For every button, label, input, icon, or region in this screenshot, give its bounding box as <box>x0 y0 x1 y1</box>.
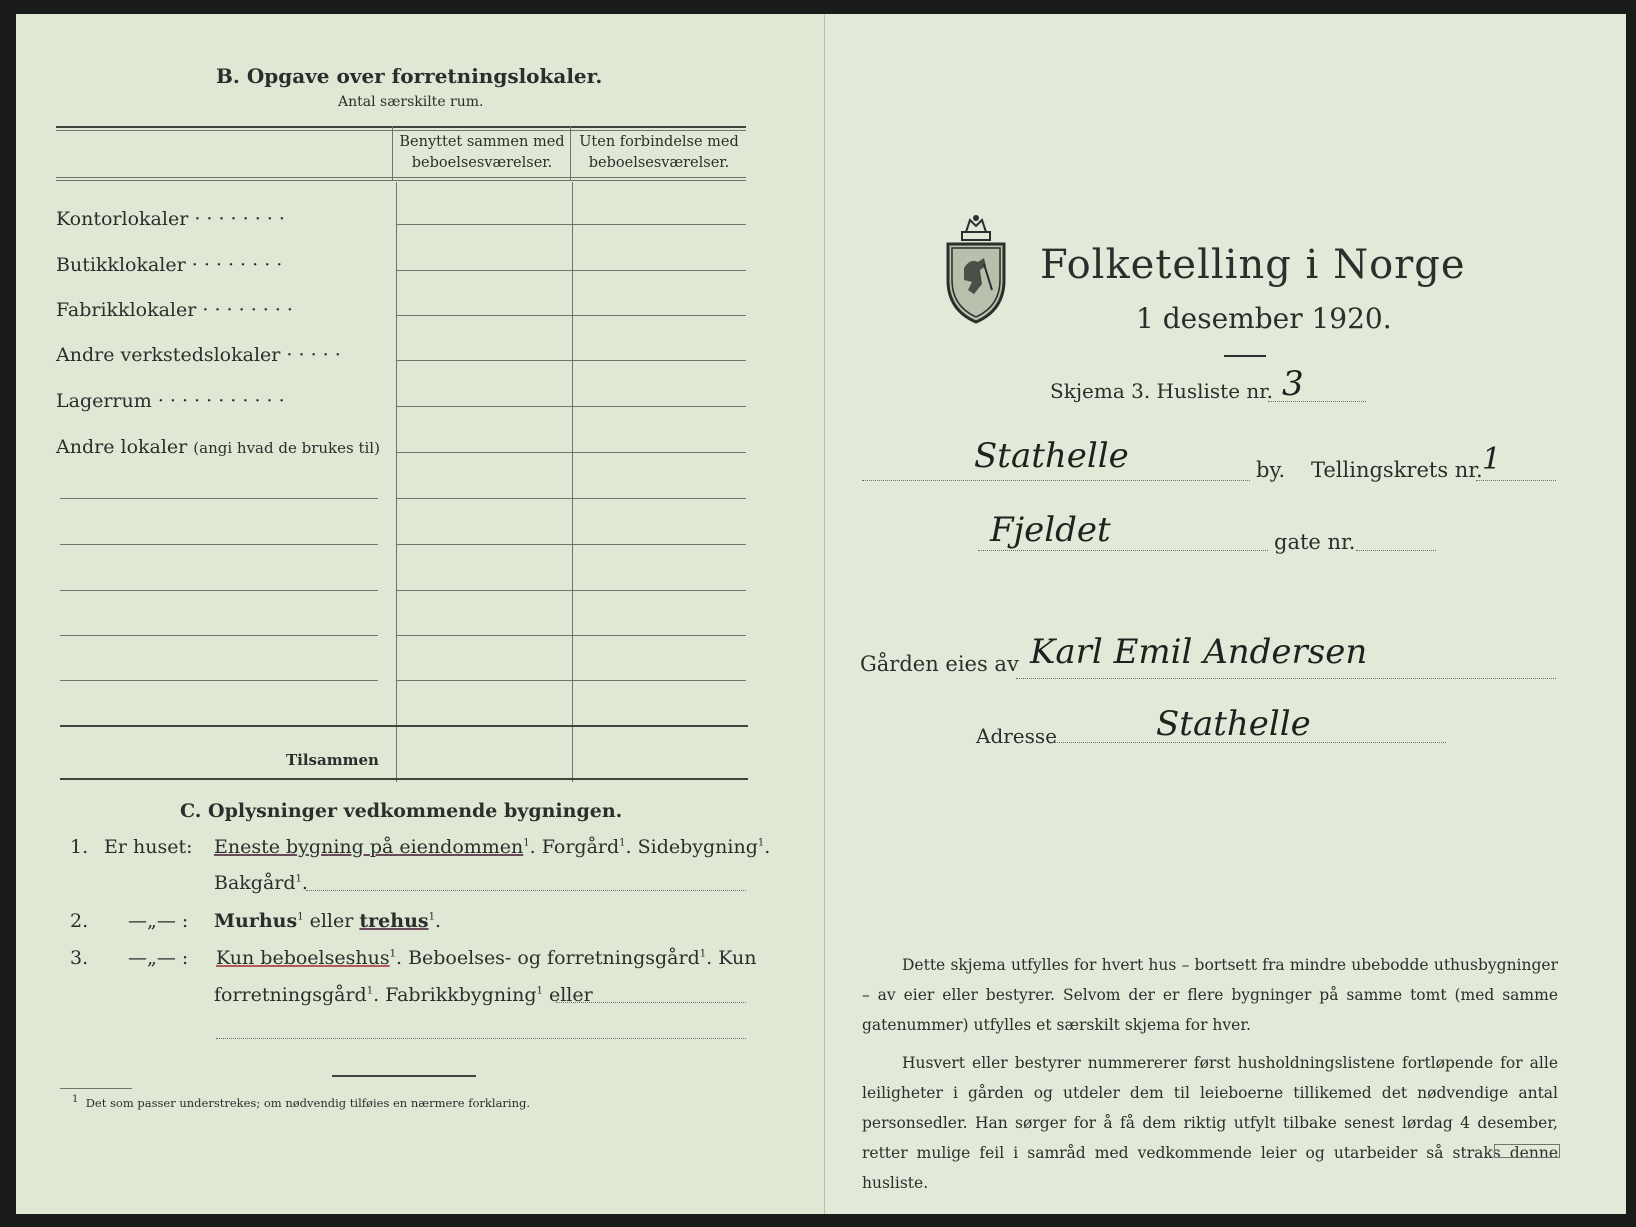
by-line <box>862 480 1250 481</box>
gate-label: gate nr. <box>1274 530 1356 554</box>
q1-options: Eneste bygning på eiendommen$^1$. Forgård$^1$. Sidebygning$^1$. <box>214 836 771 858</box>
q3-options: Kun beboelseshus$^1$. Beboelses- og forretningsgård$^1$. Kun <box>216 947 757 969</box>
by-label: by. <box>1256 458 1286 482</box>
row-rule <box>396 498 746 499</box>
row-rule <box>396 590 746 591</box>
q2-option-trehus: trehus <box>359 910 429 932</box>
q1-option-bakgard: Bakgård$^1$. <box>214 872 308 894</box>
q3-answer-line-2 <box>216 1038 746 1039</box>
footnote: 1 Det som passer understrekes; om nødvendig tilføies en nærmere forklaring. <box>72 1094 531 1110</box>
q1-lead: Er huset: <box>104 836 193 858</box>
form-title: Folketelling i Norge <box>1040 242 1466 288</box>
krets-line <box>1476 480 1556 481</box>
header-divider-1 <box>392 126 393 181</box>
row-label-lager: Lagerrum · · · · · · · · · · · <box>56 390 285 412</box>
census-date: 1 desember 1920. <box>1136 302 1392 335</box>
q3-answer-line <box>556 1002 746 1003</box>
table-top-rule-2 <box>56 130 746 131</box>
footnote-rule <box>60 1088 132 1089</box>
eier-value: Karl Emil Andersen <box>1030 632 1368 672</box>
q3-option-kun-beboelseshus: Kun beboelseshus <box>216 947 390 969</box>
row-rule <box>396 452 746 453</box>
by-value: Stathelle <box>974 436 1129 476</box>
right-page <box>826 14 1626 1214</box>
norway-coat-of-arms <box>944 210 1008 330</box>
column-header-combined: Benyttet sammen med beboelsesværelser. <box>399 134 565 171</box>
gate-line <box>978 550 1268 551</box>
krets-label: Tellingskrets nr. <box>1311 458 1483 482</box>
gate-nr-line <box>1356 550 1436 551</box>
row-rule <box>396 406 746 407</box>
q1-option-eneste: Eneste bygning på eiendommen <box>214 836 524 858</box>
row-rule <box>396 270 746 271</box>
row-rule <box>396 544 746 545</box>
husliste-line <box>1268 401 1366 402</box>
blank-label-line <box>60 635 378 636</box>
eier-line <box>1016 678 1556 679</box>
row-label-andre: Andre lokaler (angi hvad de brukes til) <box>56 436 380 458</box>
row-rule <box>396 224 746 225</box>
adresse-label: Adresse <box>976 724 1058 748</box>
q3-options-cont: forretningsgård$^1$. Fabrikkbygning$^1$ eller <box>214 984 593 1006</box>
q3-lead: —„— : <box>128 947 189 969</box>
printer-stamp <box>1494 1144 1560 1158</box>
row-label-butikk: Butikklokaler · · · · · · · · <box>56 254 283 276</box>
q1-answer-line <box>306 890 746 891</box>
header-divider-2 <box>570 126 571 181</box>
table-top-rule <box>56 126 746 128</box>
section-b-title: B. Opgave over forretningslokaler. <box>216 64 603 88</box>
adresse-line <box>1054 742 1446 743</box>
section-c-title: C. Oplysninger vedkommende bygningen. <box>180 800 623 822</box>
krets-number: 1 <box>1482 442 1502 477</box>
total-top-rule <box>60 725 748 727</box>
husliste-number: 3 <box>1282 364 1304 404</box>
header-bottom-rule <box>56 177 746 178</box>
column-divider-2 <box>572 182 573 782</box>
total-bottom-rule <box>60 778 748 780</box>
q1-option-forgard: Forgård <box>541 836 620 858</box>
q2-lead: —„— : <box>128 910 189 932</box>
row-rule <box>396 680 746 681</box>
blank-label-line <box>60 590 378 591</box>
gate-value: Fjeldet <box>990 510 1111 550</box>
section-b-subtitle: Antal særskilte rum. <box>338 94 484 110</box>
census-form-sheet <box>16 14 1626 1214</box>
column-divider-1 <box>396 182 397 782</box>
q1-option-sidebygning: Sidebygning <box>637 836 758 858</box>
row-label-kontor: Kontorlokaler · · · · · · · · <box>56 208 285 230</box>
adresse-value: Stathelle <box>1156 704 1311 744</box>
total-label: Tilsammen <box>286 751 379 769</box>
column-header-separate: Uten forbindelse med beboelsesværelser. <box>579 134 739 171</box>
row-rule <box>396 635 746 636</box>
skjema-label: Skjema 3. Husliste nr. <box>1050 379 1274 403</box>
blank-label-line <box>60 680 378 681</box>
header-bottom-rule-2 <box>56 180 746 181</box>
eier-label: Gården eies av <box>860 652 1019 676</box>
title-rule <box>1224 355 1266 357</box>
q2-number: 2. <box>70 910 89 932</box>
instructions-paragraph-2: Husvert eller bestyrer nummererer først husholdningslistene fortløpende for alle leiligheter i gården og utdeler dem til leieboerne tillikemed det nødvendige antal personsedler. Han sørger for å få dem riktig utfylt tilbake senest lørdag 4 desember, retter mulige feil i samråd med vedkommende leier og utarbeider så straks denne husliste. <box>862 1054 1558 1192</box>
blank-label-line <box>60 498 378 499</box>
row-rule <box>396 315 746 316</box>
row-label-verksted: Andre verkstedslokaler · · · · · <box>56 344 341 366</box>
row-rule <box>396 360 746 361</box>
row-label-fabrikk: Fabrikklokaler · · · · · · · · <box>56 299 293 321</box>
left-page <box>16 14 825 1214</box>
q1-number: 1. <box>70 836 89 858</box>
blank-label-line <box>60 544 378 545</box>
q2-options: Murhus$^1$ eller trehus$^1$. <box>214 910 442 932</box>
instructions-paragraph-1: Dette skjema utfylles for hvert hus – bortsett fra mindre ubebodde uthusbygninger – av eier eller bestyrer. Selvom der er flere bygninger på samme tomt (med samme gatenummer) utfylles et særskilt skjema for hver. <box>862 956 1558 1034</box>
q3-number: 3. <box>70 947 89 969</box>
section-end-rule <box>332 1075 476 1077</box>
